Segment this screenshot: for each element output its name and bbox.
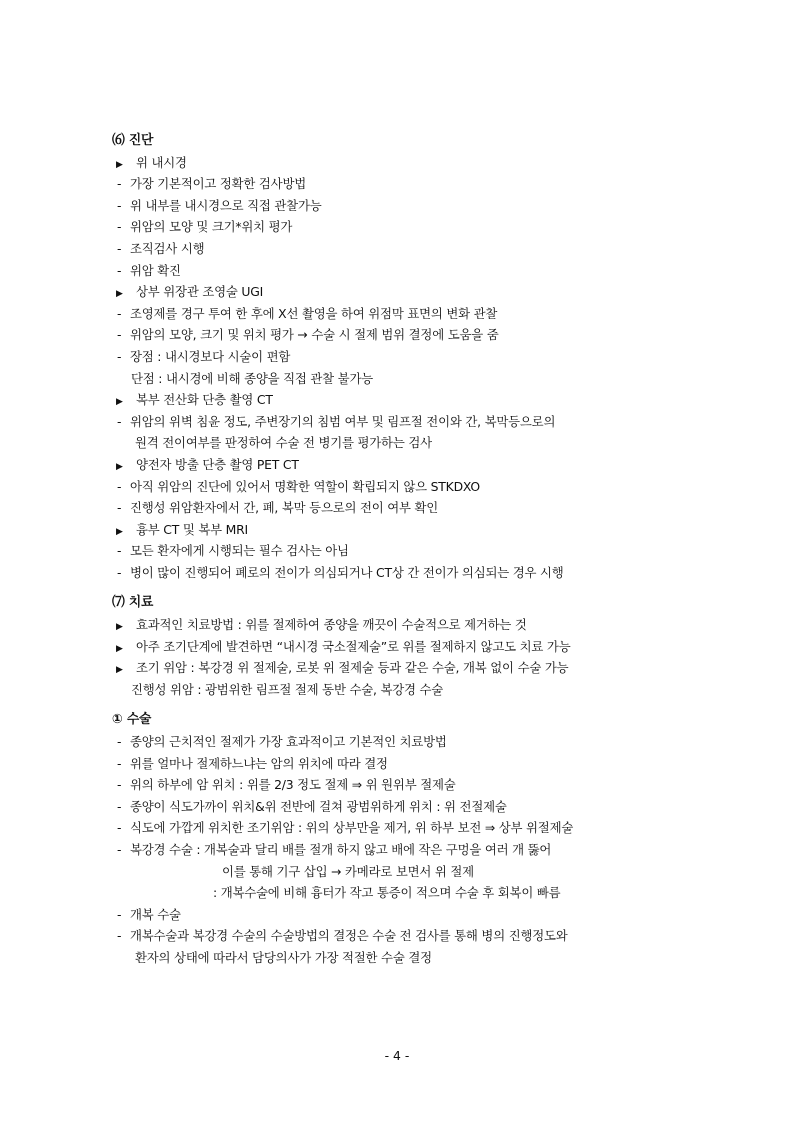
item-text: 조기 위암 : 복강경 위 절제술, 로봇 위 절제술 등과 같은 수술, 개복 없이 수술 가능 [136,660,569,676]
item-text: 종양의 근치적인 절제가 가장 효과적이고 기본적인 치료방법 [130,734,447,750]
dash-item [112,411,752,433]
item-text: 효과적인 치료방법 : 위를 절제하여 종양을 깨끗이 수술적으로 제거하는 것 [136,617,527,633]
continuation-line: 이를 통해 기구 삽입 → 카메라로 보면서 위 절제 [222,863,474,879]
dash-marker: - [117,820,122,836]
item-text: 흉부 CT 및 복부 MRI [136,521,248,537]
bullet-marker-icon: ▶ [116,622,123,633]
dash-item [112,216,752,238]
dash-marker: - [117,219,122,235]
continuation-line: : 개복수술에 비해 흉터가 작고 통증이 적으며 수술 후 회복이 빠름 [213,885,561,901]
dash-marker: - [117,543,122,559]
item-text: 위를 얼마나 절제하느냐는 암의 위치에 따라 결정 [130,755,388,771]
bullet-item [112,389,752,411]
bullet-item [112,519,752,541]
section-heading-diagnosis: ⑹ 진단 [112,133,154,148]
section-heading-treatment: ⑺ 치료 [112,595,154,611]
bullet-item [112,614,752,636]
dash-item [112,238,752,260]
bullet-marker-icon: ▶ [116,461,123,472]
item-text: 위암 확진 [130,262,181,278]
dash-marker: - [117,197,122,213]
bullet-item [112,454,752,476]
bullet-marker-icon: ▶ [116,397,123,408]
dash-item [112,173,752,195]
continuation-line: 환자의 상태에 따라서 담당의사가 가장 적절한 수술 결정 [135,949,432,965]
dash-marker: - [117,777,122,793]
item-text: 위 내시경 [136,154,187,170]
item-text: 종양이 식도가까이 위치&위 전반에 걸쳐 광범위하게 위치 : 위 전절제술 [130,798,507,814]
bullet-marker-icon: ▶ [116,526,123,537]
item-text: 아직 위암의 진단에 있어서 명확한 역할이 확립되지 않으 STKDXO [130,478,480,494]
item-text: 위암의 모양, 크기 및 위치 평가 → 수술 시 절제 범위 결정에 도움을 줌 [130,327,499,343]
continuation-line: 단점 : 내시경에 비해 종양을 직접 관찰 불가능 [131,370,373,386]
dash-marker: - [117,842,122,857]
dash-marker: - [117,305,122,321]
item-text: 병이 많이 진행되어 폐로의 전이가 의심되거나 CT상 간 전이가 의심되는 경우 시행 [130,564,564,580]
dash-marker: - [117,798,122,814]
bullet-marker-icon: ▶ [116,159,123,170]
item-text: 복부 전산화 단층 촬영 CT [136,392,273,408]
dash-marker: - [117,478,122,494]
dash-marker: - [117,240,122,256]
dash-marker: - [117,327,122,343]
item-text: 모든 환자에게 시행되는 필수 검사는 아님 [130,543,349,559]
dash-marker: - [117,413,122,429]
bullet-item [112,281,752,303]
item-text: 가장 기본적이고 정확한 검사방법 [130,176,306,192]
dash-item [112,497,752,519]
dash-item [112,540,752,562]
item-text: 위암의 모양 및 크기*위치 평가 [130,219,293,235]
bullet-item [112,152,752,174]
dash-item [112,796,752,818]
dash-marker: - [117,906,122,922]
bullet-item [112,657,752,679]
dash-item [112,731,752,753]
dash-item [112,346,752,368]
item-text: 아주 조기단계에 발견하면 “내시경 국소절제술”로 위를 절제하지 않고도 치료 가능 [136,638,571,654]
dash-item [112,303,752,325]
dash-marker: - [117,928,122,944]
bullet-marker-icon: ▶ [116,289,123,300]
dash-item [112,753,752,775]
dash-marker: - [117,755,122,771]
surgery-list [112,731,752,969]
item-text: 식도에 가깝게 위치한 조기위암 : 위의 상부만을 제거, 위 하부 보전 ⇒ 상부 위절제술 [130,820,574,836]
diagnosis-list [112,152,752,584]
dash-marker: - [117,564,122,580]
dash-marker: - [117,176,122,192]
dash-item [112,324,752,346]
item-text: 장점 : 내시경보다 시술이 편함 [130,348,291,364]
dash-item [112,476,752,498]
dash-item [112,839,752,861]
bullet-item [112,636,752,658]
continuation-line: 원격 전이여부를 판정하여 수술 전 병기를 평가하는 검사 [135,435,432,451]
item-text: 위암의 위벽 침윤 정도, 주변장기의 침범 여부 및 림프절 전이와 간, 복막등으로의 [130,413,556,429]
dash-item [112,774,752,796]
section-gap [112,583,752,592]
dash-item [112,195,752,217]
dash-item [112,562,752,584]
item-text: 진행성 위암환자에서 간, 폐, 복막 등으로의 전이 여부 확인 [130,500,439,516]
bullet-marker-icon: ▶ [116,643,123,654]
item-text: 상부 위장관 조영술 UGI [136,284,264,300]
item-text: 위의 하부에 암 위치 : 위를 2/3 정도 절제 ⇒ 위 원위부 절제술 [130,777,456,793]
section-heading-surgery: ① 수술 [112,712,152,728]
item-text: 개복수술과 복강경 수술의 수술방법의 결정은 수술 전 검사를 통해 병의 진행정도와 [130,928,568,944]
dash-item [112,817,752,839]
page-content [112,130,752,969]
treatment-list [112,614,752,700]
dash-marker: - [117,348,122,364]
dash-marker: - [117,500,122,516]
bullet-marker-icon: ▶ [116,665,123,676]
dash-item [112,904,752,926]
item-text: 조영제를 경구 투여 한 후에 X선 촬영을 하여 위점막 표면의 변화 관찰 [130,305,498,321]
section-gap [112,700,752,709]
continuation-line: 진행성 위암 : 광범위한 림프절 절제 동반 수술, 복강경 수술 [131,681,444,697]
dash-item [112,925,752,947]
item-text: 조직검사 시행 [130,240,205,256]
item-text: 개복 수술 [130,906,181,922]
dash-marker: - [117,262,122,278]
dash-item [112,260,752,282]
dash-marker: - [117,734,122,750]
item-text: 복강경 수술 : 개복술과 달리 배를 절개 하지 않고 배에 작은 구멍을 여러 개 뚫어 [130,842,552,857]
page-number: - 4 - [384,1048,410,1063]
item-text: 양전자 방출 단층 촬영 PET CT [136,456,299,472]
item-text: 위 내부를 내시경으로 직접 관찰가능 [130,197,322,213]
